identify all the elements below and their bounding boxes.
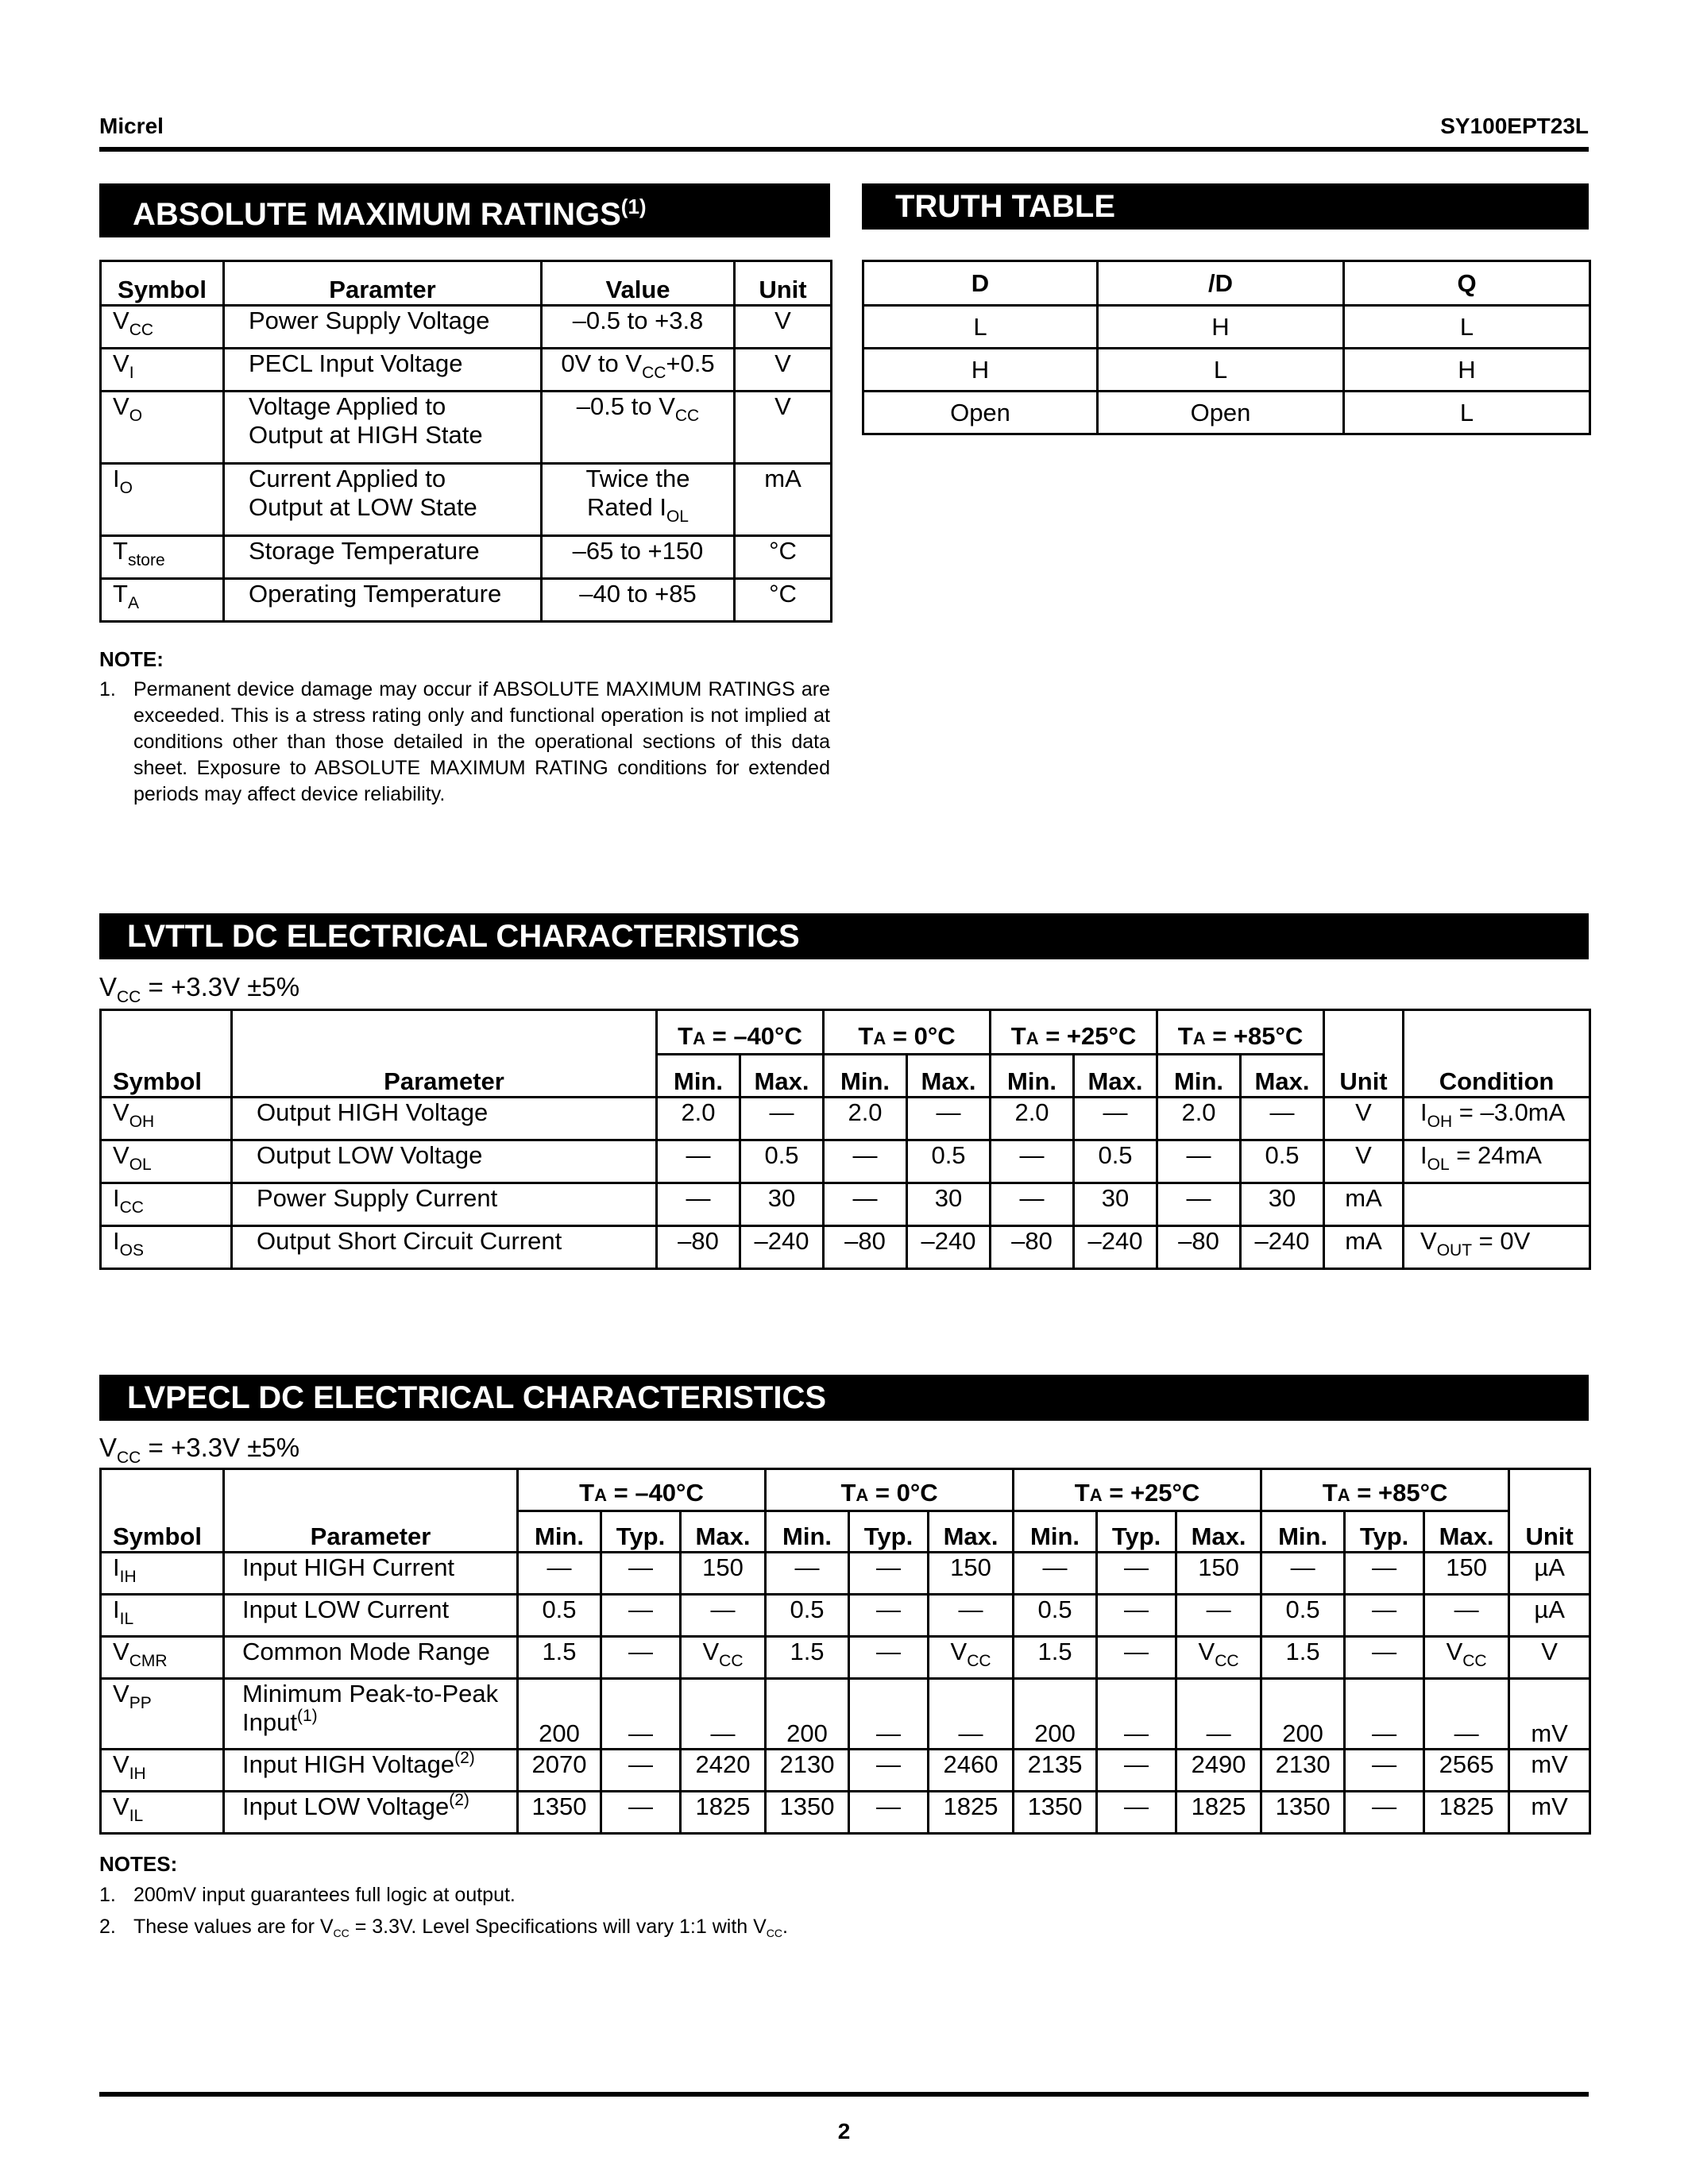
col-symbol: Symbol	[101, 261, 224, 306]
table-row: $I_O$ Current Applied to Output at LOW State Twice the Rated $I_{OL}$ mA	[101, 464, 832, 536]
lvpecl-note-1: 1. 200mV input guarantees full logic at output.	[99, 1884, 516, 1906]
abs-max-note-heading: NOTE:	[99, 647, 164, 671]
truth-table-title: TRUTH TABLE	[862, 183, 1589, 230]
table-row: $V_{CC}$ Power Supply Voltage –0.5 to +3.8 V	[101, 306, 832, 349]
lvpecl-table: TA = –40°C TA = 0°C TA = +25°C TA = +85°C Symbol Parameter Min. Typ. Max. Min. Typ. Max. Min. Typ. Max. Min. Typ. Max. Unit $I_{IH}$ Input HIGH Current — — 150 — — 150 — — 150 — — 150 µA $I_{IL}$ Input LOW Current 0.5 — — 0.5 — — 0.5 — — 0.5 — — µA $V_{CMR}$ Common Mode Range 1.5 — $V_{CC}$ 1.5 — $V_{CC}$ 1.5 — $V_{CC}$ 1.5 — $V_{CC}$ V $V_{PP}$ Minimum Peak-to-Peak Input$^{(1)}$ 200 — — 200 — — 200 — — 200 — — mV $V_{IH}$ Input HIGH Voltage$^{(2)}$ 2070 — 2420 2130 — 2460 2135 — 2490 2130 — 2565 mV $V_{IL}$ Input LOW Voltage$^{(2)}$ 1350 — 1825 1350 — 1825 1350 — 1825 1350 — 1825 mV	[99, 1468, 1591, 1835]
abs-max-note: 1. Permanent device damage may occur if ABSOLUTE MAXIMUM RATINGS are exceeded. This is a stress rating only and functional operation is not implied at conditions other than those detailed in the operational sections of this data sheet. Exposure to ABSOLUTE MAXIMUM RATING conditions for extended periods may affect device reliability.	[99, 678, 830, 805]
table-row: $V_I$ PECL Input Voltage 0V to $V_{CC}+0.5$ V	[101, 349, 832, 392]
table-row: $V_{OL}$ Output LOW Voltage — 0.5 — 0.5 — 0.5 — 0.5 V $I_{OL} = 24mA$	[101, 1140, 1590, 1183]
table-row: $I_{CC}$ Power Supply Current — 30 — 30 — 30 — 30 mA	[101, 1183, 1590, 1226]
table-row: H L H	[863, 349, 1590, 392]
table-row: $V_{IL}$ Input LOW Voltage$^{(2)}$ 1350 — 1825 1350 — 1825 1350 — 1825 1350 — 1825 mV	[101, 1792, 1590, 1834]
lvttl-title: LVTTL DC ELECTRICAL CHARACTERISTICS	[99, 913, 1589, 959]
lvttl-vcc-condition: $V_{CC} = +3.3V \pm 5\%$	[99, 972, 300, 1006]
table-row: L H L	[863, 306, 1590, 349]
col-unit: Unit	[735, 261, 832, 306]
col-d-bar: /D	[1098, 261, 1344, 306]
page-number: 2	[837, 2119, 851, 2143]
table-row: $T_A$ Operating Temperature –40 to +85 °C	[101, 579, 832, 622]
company-name: Micrel	[99, 114, 164, 138]
table-row: $V_{PP}$ Minimum Peak-to-Peak Input$^{(1)}$ 200 — — 200 — — 200 — — 200 — — mV	[101, 1679, 1590, 1750]
lvpecl-vcc-condition: $V_{CC} = +3.3V \pm 5\%$	[99, 1433, 300, 1467]
lvpecl-title: LVPECL DC ELECTRICAL CHARACTERISTICS	[99, 1375, 1589, 1421]
lvttl-table: TA = –40°C TA = 0°C TA = +25°C TA = +85°C Symbol Parameter Min. Max. Min. Max. Min. Max. Min. Max. Unit Condition $V_{OH}$ Output HIGH Voltage 2.0 — 2.0 — 2.0 — 2.0 — V $I_{OH} = -3.0mA$ $V_{OL}$ Output LOW Voltage — 0.5 — 0.5 — 0.5 — 0.5 V $I_{OL} = 24mA$ $I_{CC}$ Power Supply Current — 30 — 30 — 30 — 30 mA $I_{OS}$ Output Short Circuit Current –80 –240 –80 –240 –80 –240 –80 –240 mA $V_{OUT} = 0V$	[99, 1009, 1591, 1270]
table-row: $V_{IH}$ Input HIGH Voltage$^{(2)}$ 2070 — 2420 2130 — 2460 2135 — 2490 2130 — 2565 mV	[101, 1750, 1590, 1792]
lvpecl-note-2: 2. These values are for $V_{CC} = 3.3V$. Level Specifications will vary 1:1 with $V_{CC}$.	[99, 1916, 788, 1939]
header-rule	[99, 147, 1589, 152]
abs-max-table	[99, 260, 832, 623]
abs-max-title: ABSOLUTE MAXIMUM RATINGS$^{(1)}$	[99, 183, 830, 237]
table-row: $I_{OS}$ Output Short Circuit Current –80 –240 –80 –240 –80 –240 –80 –240 mA $V_{OUT} = 0V$	[101, 1226, 1590, 1269]
table-row: Open Open L	[863, 392, 1590, 434]
table-row: $V_O$ Voltage Applied to Output at HIGH State –0.5 to $V_{CC}$ V	[101, 392, 832, 464]
table-row: $I_{IH}$ Input HIGH Current — — 150 — — 150 — — 150 — — 150 µA	[101, 1553, 1590, 1595]
col-d: D	[863, 261, 1098, 306]
part-number: SY100EPT23L	[1440, 114, 1589, 138]
col-value: Value	[542, 261, 735, 306]
truth-table	[862, 260, 1591, 435]
footer-rule	[99, 2092, 1589, 2097]
col-q: Q	[1344, 261, 1590, 306]
table-row: $V_{OH}$ Output HIGH Voltage 2.0 — 2.0 — 2.0 — 2.0 — V $I_{OH} = -3.0mA$	[101, 1098, 1590, 1140]
lvpecl-notes-heading: NOTES:	[99, 1852, 178, 1876]
table-row: $T_{store}$ Storage Temperature –65 to +150 °C	[101, 536, 832, 579]
col-parameter: Paramter	[224, 261, 542, 306]
table-row: $V_{CMR}$ Common Mode Range 1.5 — $V_{CC}$ 1.5 — $V_{CC}$ 1.5 — $V_{CC}$ 1.5 — $V_{CC}$ V	[101, 1637, 1590, 1679]
table-row: $I_{IL}$ Input LOW Current 0.5 — — 0.5 — — 0.5 — — 0.5 — — µA	[101, 1595, 1590, 1637]
